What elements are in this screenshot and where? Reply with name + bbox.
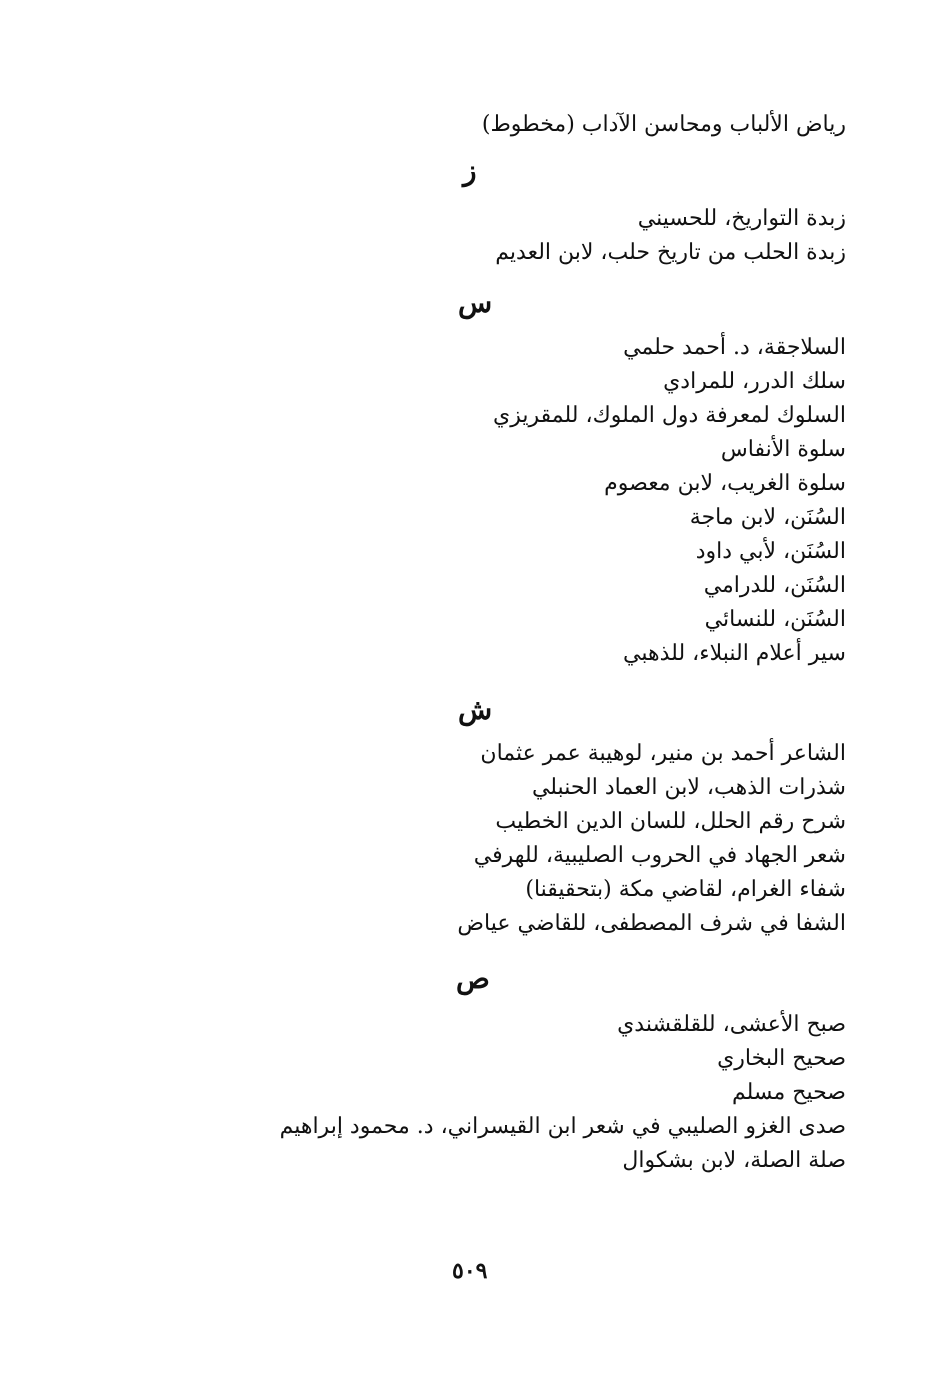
list-item: شرح رقم الحلل، للسان الدين الخطيب [495,809,846,834]
list-item: السُنَن، للنسائي [704,607,846,632]
list-item: السُنَن، لأبي داود [695,539,846,564]
list-item: سلوة الأنفاس [720,437,846,462]
page-number: ٥٠٩ [452,1258,488,1284]
list-item: السلوك لمعرفة دول الملوك، للمقريزي [493,403,846,428]
list-item: سلوة الغريب، لابن معصوم [604,471,846,496]
list-item: سلك الدرر، للمرادي [663,369,846,394]
list-item: شفاء الغرام، لقاضي مكة (بتحقيقنا) [525,877,846,902]
section-list-shin [286,737,846,941]
list-item: زبدة الحلب من تاريخ حلب، لابن العديم [495,240,846,265]
list-item: صحيح مسلم [731,1080,846,1105]
list-item: شذرات الذهب، لابن العماد الحنبلي [531,775,846,800]
section-heading-zay: ز [463,154,477,187]
intro-block [286,108,846,142]
section-list-sad [126,1008,846,1178]
list-item: السُنَن، للدرامي [703,573,846,598]
list-item: زبدة التواريخ، للحسيني [637,206,846,231]
list-item: صحيح البخاري [717,1046,846,1071]
section-heading-shin: ش [458,693,493,726]
list-item: السلاجقة، د. أحمد حلمي [623,335,846,360]
list-item: شعر الجهاد في الحروب الصليبية، للهرفي [473,843,846,868]
list-item: الشاعر أحمد بن منير، لوهيبة عمر عثمان [480,741,846,766]
list-item: السُنَن، لابن ماجة [689,505,846,530]
section-heading-sad: ص [456,962,490,995]
list-item: الشفا في شرف المصطفى، للقاضي عياض [457,911,846,936]
list-item: صدى الغزو الصليبي في شعر ابن القيسراني، د. محمود إبراهيم [279,1114,846,1139]
list-item: صبح الأعشى، للقلقشندي [617,1012,846,1037]
section-list-sin [286,331,846,671]
section-list-zay [286,202,846,270]
section-heading-sin: س [458,286,493,319]
intro-entry: رياض الألباب ومحاسن الآداب (مخطوط) [481,112,846,137]
list-item: سير أعلام النبلاء، للذهبي [623,641,846,666]
list-item: صلة الصلة، لابن بشكوال [622,1148,846,1173]
